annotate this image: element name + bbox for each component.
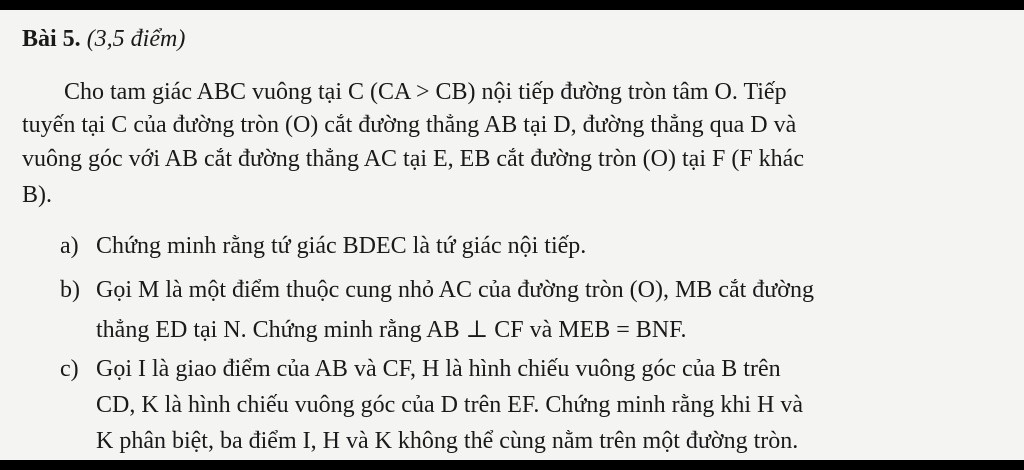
part-c-text: Gọi I là giao điểm của AB và CF, H là hình chiếu vuông góc của B trên [96,356,781,382]
part-b-label: b) [60,277,80,303]
top-border [0,0,1024,10]
problem-points: (3,5 điểm) [86,26,186,52]
intro-line: B). [22,182,52,208]
part-a-label: a) [60,233,79,259]
part-b-text: Gọi M là một điểm thuộc cung nhỏ AC của đường tròn (O), MB cắt đường [96,277,814,303]
intro-line: vuông góc với AB cắt đường thẳng AC tại E, EB cắt đường tròn (O) tại F (F khác [22,146,804,172]
part-c-text: K phân biệt, ba điểm I, H và K không thể cùng nằm trên một đường tròn. [96,428,799,454]
intro-line: tuyến tại C của đường tròn (O) cắt đường thẳng AB tại D, đường thẳng qua D và [22,112,797,138]
intro-line: Cho tam giác ABC vuông tại C (CA > CB) nội tiếp đường tròn tâm O. Tiếp [64,79,787,105]
bottom-border [0,460,1024,470]
problem-number: Bài 5. [22,26,81,52]
part-c-label: c) [60,356,79,382]
part-c-text: CD, K là hình chiếu vuông góc của D trên EF. Chứng minh rằng khi H và [96,392,803,418]
part-b-text: thẳng ED tại N. Chứng minh rằng AB ⊥ CF và MEB = BNF. [96,317,687,343]
problem-title [22,26,185,53]
part-a-text: Chứng minh rằng tứ giác BDEC là tứ giác nội tiếp. [96,233,587,259]
